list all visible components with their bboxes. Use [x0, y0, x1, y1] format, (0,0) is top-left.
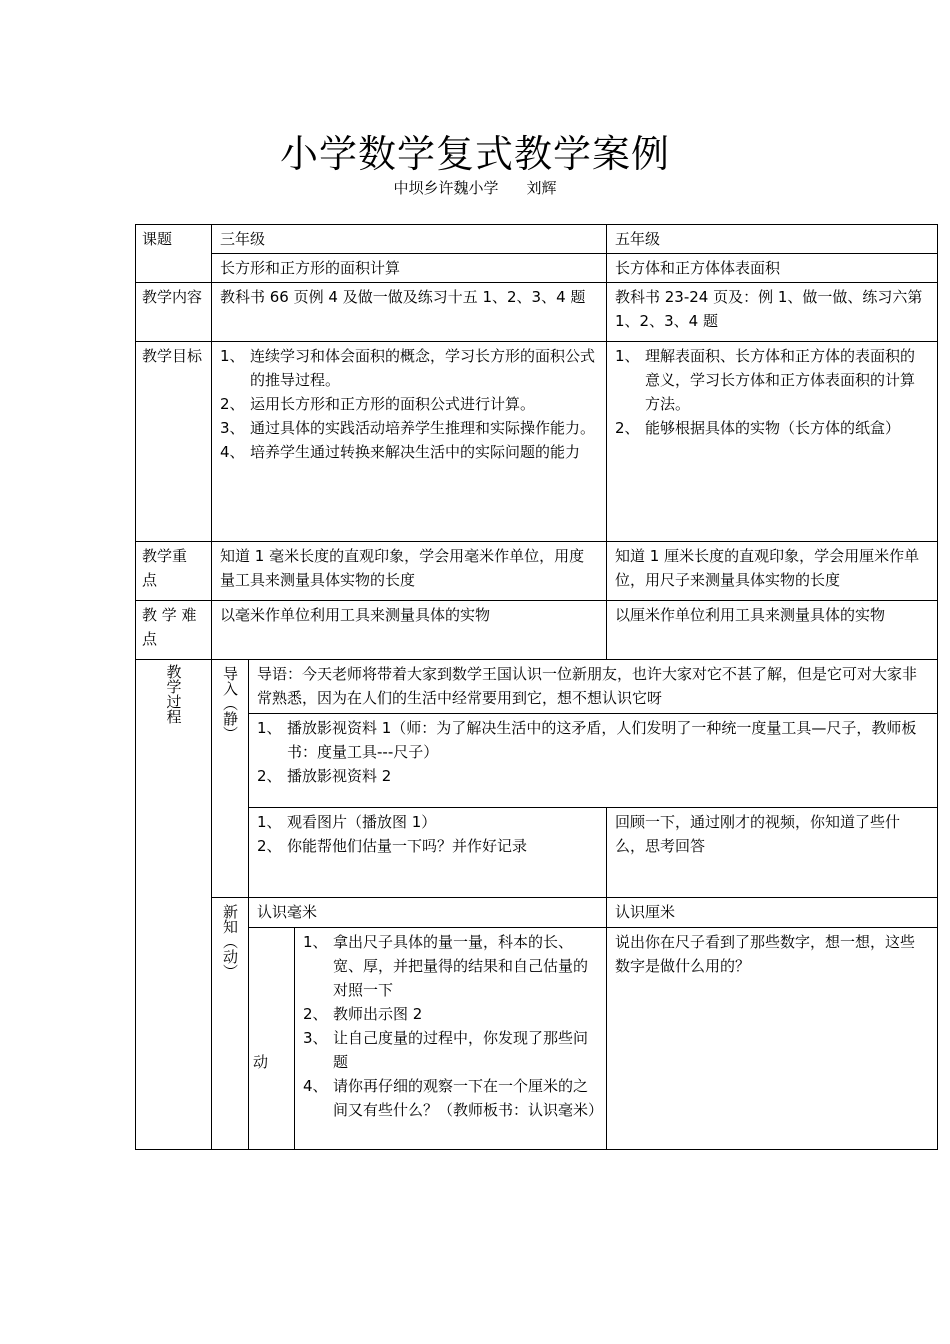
- content-row: [136, 283, 938, 342]
- intro-label-cell: [212, 660, 249, 898]
- document-title: 小学数学复式教学案例: [279, 132, 670, 176]
- new-steps-row: [136, 928, 938, 1150]
- goal3-item: 2、 运用长方形和正方形的面积公式进行计算。: [220, 395, 536, 413]
- intro3-step-item: 2、 你能帮他们估量一下吗？并作好记录: [257, 837, 528, 855]
- content5-cell: 教科书 23-24 页及：例 1、做一做、练习六第 1、2、3、4 题: [607, 283, 938, 342]
- grade5-cell: 五年级: [607, 225, 938, 254]
- key-point5-cell: 知道 1 厘米长度的直观印象，学会用厘米作单位，用尺子来测量具体实物的长度: [607, 542, 938, 601]
- intro3-step-item: 1、 观看图片（播放图 1）: [257, 813, 437, 831]
- dong-cell: [249, 928, 295, 1150]
- goals-label: 教学目标: [136, 342, 212, 542]
- difficulty-row: [136, 601, 938, 660]
- grade3-cell: 三年级: [212, 225, 607, 254]
- difficulty5-cell: 以厘米作单位利用工具来测量具体的实物: [607, 601, 938, 660]
- intro-steps-cell: [249, 714, 938, 808]
- topic3-cell: 长方形和正方形的面积计算: [212, 254, 607, 283]
- intro-step-item: 1、 播放影视资料 1（师：为了解决生活中的这矛盾，人们发明了一种统一度量工具—尺子，教师板书：度量工具---尺子）: [257, 719, 917, 761]
- difficulty-label: 教 学 难 点: [136, 601, 212, 660]
- key-point3-cell: 知道 1 毫米长度的直观印象，学会用毫米作单位，用度量工具来测量具体实物的长度: [212, 542, 607, 601]
- author-line: [0, 178, 950, 198]
- goal3-item: 3、 通过具体的实践活动培养学生推理和实际操作能力。: [220, 419, 596, 437]
- new5-title-cell: 认识厘米: [607, 898, 938, 928]
- intro5-cell: 回顾一下，通过刚才的视频，你知道了些什么，思考回答: [607, 808, 938, 898]
- goals3-cell: [212, 342, 607, 542]
- new-label: 新知（动）: [221, 904, 239, 979]
- goals5-cell: [607, 342, 938, 542]
- dong-label: 动: [253, 1053, 269, 1071]
- intro-steps-row: [136, 714, 938, 808]
- new3-step-item: 4、 请你再仔细的观察一下在一个厘米的之间又有些什么？（教师板书：认识毫米）: [303, 1077, 604, 1119]
- topic-label: 课题: [136, 225, 212, 283]
- new-title-row: [136, 898, 938, 928]
- process-label-cell: [136, 660, 212, 1150]
- intro3-cell: [249, 808, 607, 898]
- intro-step-item: 2、 播放影视资料 2: [257, 767, 392, 785]
- new5-cell: 说出你在尺子看到了那些数字，想一想，这些数字是做什么用的？: [607, 928, 938, 1150]
- content3-cell: 教科书 66 页例 4 及做一做及练习十五 1、2、3、4 题: [212, 283, 607, 342]
- lesson-plan-table: [135, 224, 938, 1150]
- new3-step-item: 2、 教师出示图 2: [303, 1005, 423, 1023]
- new3-steps-cell: [295, 928, 607, 1150]
- intro-text-cell: 导语：今天老师将带着大家到数学王国认识一位新朋友，也许大家对它不甚了解，但是它可对大家非常熟悉，因为在人们的生活中经常要用到它，想不想认识它呀: [249, 660, 938, 714]
- goals-row: [136, 342, 938, 542]
- key-point-row: [136, 542, 938, 601]
- topic5-cell: 长方体和正方体体表面积: [607, 254, 938, 283]
- new3-step-item: 1、 拿出尺子具体的量一量，科本的长、宽、厚，并把量得的结果和自己估量的对照一下: [303, 933, 589, 999]
- goal3-item: 1、 连续学习和体会面积的概念，学习长方形的面积公式的推导过程。: [220, 347, 596, 389]
- goal5-item: 2、 能够根据具体的实物（长方体的纸盒）: [615, 419, 901, 437]
- goal3-item: 4、 培养学生通过转换来解决生活中的实际问题的能力: [220, 443, 581, 461]
- process-label: 教学过程: [164, 664, 183, 724]
- topic-grade-row: [136, 225, 938, 254]
- author-name: 刘辉: [526, 179, 557, 197]
- new-label-cell: [212, 898, 249, 1150]
- difficulty3-cell: 以毫米作单位利用工具来测量具体的实物: [212, 601, 607, 660]
- intro-label: 导入（静）: [221, 666, 239, 741]
- school-name: 中坝乡许魏小学: [393, 179, 499, 197]
- goal5-item: 1、 理解表面积、长方体和正方体的表面积的意义，学习长方体和正方体表面积的计算方法。: [615, 347, 916, 413]
- topic-row: [136, 254, 938, 283]
- content-label: 教学内容: [136, 283, 212, 342]
- key-point-label: 教学重 点: [136, 542, 212, 601]
- intro-text-row: [136, 660, 938, 714]
- new3-step-item: 3、 让自己度量的过程中，你发现了那些问题: [303, 1029, 589, 1071]
- intro-activity-row: [136, 808, 938, 898]
- new3-title-cell: 认识毫米: [249, 898, 607, 928]
